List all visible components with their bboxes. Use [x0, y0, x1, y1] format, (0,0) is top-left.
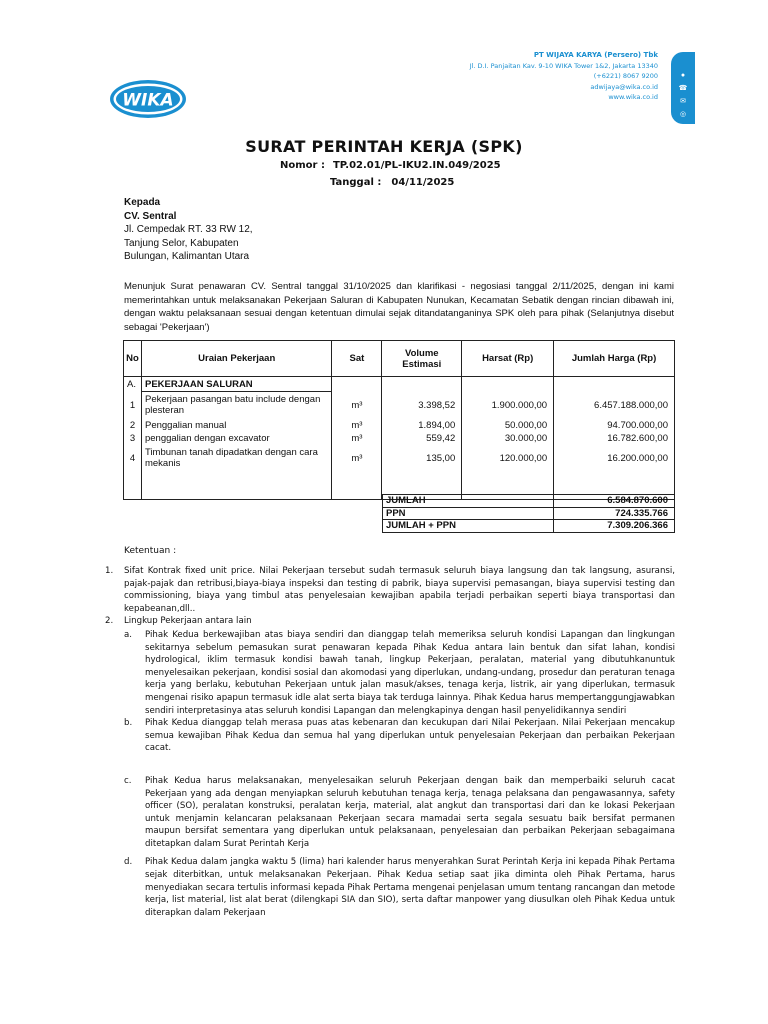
totals-table: [382, 494, 675, 533]
sub-item: [124, 717, 675, 755]
sub-item-text: Pihak Kedua dalam jangka waktu 5 (lima) hari kalender harus menyerahkan Surat Perintah Kerja ini kepada Pihak Pertama sejak diterbitkan, untuk melaksanakan Pekerjaan. Pihak Kedua setiap saat jika diminta oleh Pihak Pertama, harus menyediakan secara tertulis informasi kepada Pihak Pertama mengenai penjelasan umum tentang rancangan dan metode kerja, list material, list alat berat (dilengkapi SIA dan SIO), serta daftar manpower yang diusulkan oleh Pihak Kedua untuk diterapkan dalam Pekerjaan: [145, 857, 675, 918]
row-volume: 3.398,52: [382, 392, 462, 419]
addressee-block: [124, 196, 253, 264]
row-harsat: 50.000,00: [462, 419, 554, 432]
ppn-row: [383, 507, 675, 520]
grand-total-value: 7.309.206.366: [554, 520, 675, 533]
ketentuan-title: Ketentuan :: [124, 546, 177, 556]
wika-logo: [108, 78, 188, 120]
globe-icon: ◎: [679, 111, 687, 118]
item-text: Sifat Kontrak fixed unit price. Nilai Pekerjaan tersebut sudah termasuk seluruh biaya langsung dan tak langsung, asuransi, pajak-pajak dan retribusi,biaya-biaya inspeksi dan testing di pabrik, biaya supervisi pemasangan, biaya supervisi testing dan commissioning, biaya yang timbul atas penyelesaian kewajiban apabila terjadi perbaikan seperti biaya transportasi dan kepabeanan,dll..: [124, 566, 675, 614]
nomor-value: TP.02.01/PL-IKU2.IN.049/2025: [332, 160, 501, 171]
row-uraian: Penggalian manual: [141, 419, 331, 432]
addressee-line: Tanjung Selor, Kabupaten: [124, 237, 239, 249]
addressee-name: CV. Sentral: [124, 210, 177, 222]
tanggal-value: 04/11/2025: [391, 177, 455, 188]
phone-icon: ☎: [678, 85, 688, 92]
row-no: 2: [124, 419, 142, 432]
item-text: Lingkup Pekerjaan antara lain: [124, 616, 252, 627]
ketentuan-list: [105, 565, 675, 919]
item-number: 1.: [105, 566, 114, 576]
row-sat: m³: [332, 445, 382, 472]
sub-item: [124, 856, 675, 919]
sub-item: [124, 629, 675, 717]
header-harsat: Harsat (Rp): [462, 341, 554, 377]
mail-icon: ✉: [680, 98, 686, 105]
row-sat: m³: [332, 432, 382, 445]
sub-item-text: Pihak Kedua berkewajiban atas biaya sendiri dan dianggap telah memeriksa seluruh kondisi Lapangan dan lingkungan sekitarnya sebelum pemasukan surat penawaran kepada Pihak Kedua antara lain bentuk dan sifat lahan, kondisi hydrological, iklim termasuk kondisi bawah tanah, lingkup Pekerjaan, peralatan, material yang dibutuhkanuntuk menyelesaikan pekerjaan, kondisi sosial dan akomodasi yang diperlukan, undang-undang, prosedur dan peraturan tenaga kerja yang berlaku, kebutuhan Pekerjaan untuk jalan masuk/akses, tenaga kerja, listrik, air yang diperlukan, termasuk mengenai risiko apapun termasuk idle alat serta biaya tak terduga lainnya. Pihak Kedua harus mempertanggungjawabkan sendiri interpretasinya atas seluruh kondisi Lapangan dan melengkapinya dengan hasil penyelidikannya sendiri: [145, 629, 675, 716]
row-jumlah: 94.700.000,00: [554, 419, 675, 432]
ppn-label: PPN: [383, 507, 554, 520]
sub-item-text: Pihak Kedua harus melaksanakan, menyelesaikan seluruh Pekerjaan dengan baik dan memperbaiki seluruh cacat Pekerjaan yang ada dengan menyiapkan seluruh kebutuhan tenaga kerja, tenaga pelaksana dan pengawasannya, safety officer (SO), peralatan konstruksi, peralatan kerja, material, alat angkut dan transportasi dari dan ke lokasi Pekerjaan untuk menjamin kelancaran pelaksanaan Pekerjaan secara mamadai serta segala sesuatu baik bersifat permanen maupun bersifat sementara yang diperlukan untuk pelaksanaan, penyelesaian dan perbaikan Pekerjaan sebagaimana ditetapkan dalam Surat Perintah Kerja: [145, 775, 675, 849]
table-row: [124, 392, 675, 419]
addressee-line: Jl. Cempedak RT. 33 RW 12,: [124, 224, 253, 235]
row-sat: m³: [332, 392, 382, 419]
section-row: [124, 377, 675, 392]
row-sat: m³: [332, 419, 382, 432]
sub-item-letter: c.: [124, 775, 132, 786]
header-volume: Volume Estimasi: [382, 341, 462, 377]
table-row: [124, 445, 675, 472]
section-label: PEKERJAAN SALURAN: [141, 377, 331, 392]
row-uraian: penggalian dengan excavator: [141, 432, 331, 445]
row-jumlah: 16.782.600,00: [554, 432, 675, 445]
header-jumlah: Jumlah Harga (Rp): [554, 341, 675, 377]
row-no: 1: [124, 392, 142, 419]
item-number: 2.: [105, 616, 114, 627]
list-item: [105, 565, 675, 615]
header-no: No: [124, 341, 142, 377]
table-row: [124, 432, 675, 445]
table-row: [124, 419, 675, 432]
grand-total-row: [383, 520, 675, 533]
jumlah-label: JUMLAH: [383, 495, 554, 508]
company-website: www.wika.co.id: [608, 93, 658, 101]
sub-item-letter: a.: [124, 629, 132, 640]
row-jumlah: 16.200.000,00: [554, 445, 675, 472]
company-phone: (+6221) 8067 9200: [593, 72, 658, 80]
intro-paragraph: Menunjuk Surat penawaran CV. Sentral tanggal 31/10/2025 dan klarifikasi - negosiasi tanggal 2/11/2025, dengan ini kami memerintahkan untuk melaksanakan Pekerjaan Saluran di Kabupaten Nunukan, Kecamatan Sebatik dengan rincian dibawah ini, dengan waktu pelaksanaan sesuai dengan ketentuan dimulai sejak ditandatanganinya SPK oleh para pihak (Selanjutnya disebut sebagai 'Pekerjaan'): [124, 281, 674, 333]
tanggal-label: Tanggal :: [330, 177, 382, 188]
row-uraian: Pekerjaan pasangan batu include dengan plesteran: [141, 392, 331, 419]
addressee-line: Bulungan, Kalimantan Utara: [124, 251, 250, 262]
jumlah-value: 6.584.870.600: [554, 495, 675, 508]
header-uraian: Uraian Pekerjaan: [141, 341, 331, 377]
list-item: [105, 615, 675, 628]
sub-item-letter: d.: [124, 857, 133, 868]
page-title: SURAT PERINTAH KERJA (SPK): [245, 137, 523, 156]
row-no: 4: [124, 445, 142, 472]
document-date: [330, 177, 454, 188]
row-volume: 1.894,00: [382, 419, 462, 432]
row-uraian: Timbunan tanah dipadatkan dengan cara mekanis: [141, 445, 331, 472]
company-email: adwijaya@wika.co.id: [590, 82, 658, 91]
row-jumlah: 6.457.188.000,00: [554, 392, 675, 419]
header-sat: Sat: [332, 341, 382, 377]
contact-icon-strip: [671, 52, 695, 124]
nomor-label: Nomor :: [280, 160, 325, 171]
company-name: PT WIJAYA KARYA (Persero) Tbk: [533, 51, 658, 59]
sub-item-text: Pihak Kedua dianggap telah merasa puas atas kebenaran dan kecukupan dari Nilai Pekerjaan. Nilai Pekerjaan mencakup semua kewajiban Pihak Kedua dan semua hal yang diperlukan untuk penyelesaian Pekerjaan dan perbaikan Pekerjaan cacat.: [145, 718, 675, 754]
sub-item-letter: b.: [124, 718, 133, 729]
document-number: [280, 160, 501, 171]
location-icon: ●: [680, 72, 686, 79]
table-header-row: [124, 341, 675, 377]
grand-total-label: JUMLAH + PPN: [383, 520, 554, 533]
section-no: A.: [124, 377, 142, 392]
work-items-table: [123, 340, 675, 500]
row-harsat: 120.000,00: [462, 445, 554, 472]
kepada-label: Kepada: [124, 197, 161, 208]
ppn-value: 724.335.766: [554, 507, 675, 520]
row-volume: 559,42: [382, 432, 462, 445]
total-row: [383, 495, 675, 508]
row-harsat: 30.000,00: [462, 432, 554, 445]
sub-item: [124, 775, 675, 851]
row-no: 3: [124, 432, 142, 445]
logo-text: WIKA: [122, 90, 174, 111]
company-info: [470, 50, 658, 103]
company-address: Jl. D.I. Panjaitan Kav. 9-10 WIKA Tower 1&2, Jakarta 13340: [469, 61, 658, 70]
row-harsat: 1.900.000,00: [462, 392, 554, 419]
row-volume: 135,00: [382, 445, 462, 472]
